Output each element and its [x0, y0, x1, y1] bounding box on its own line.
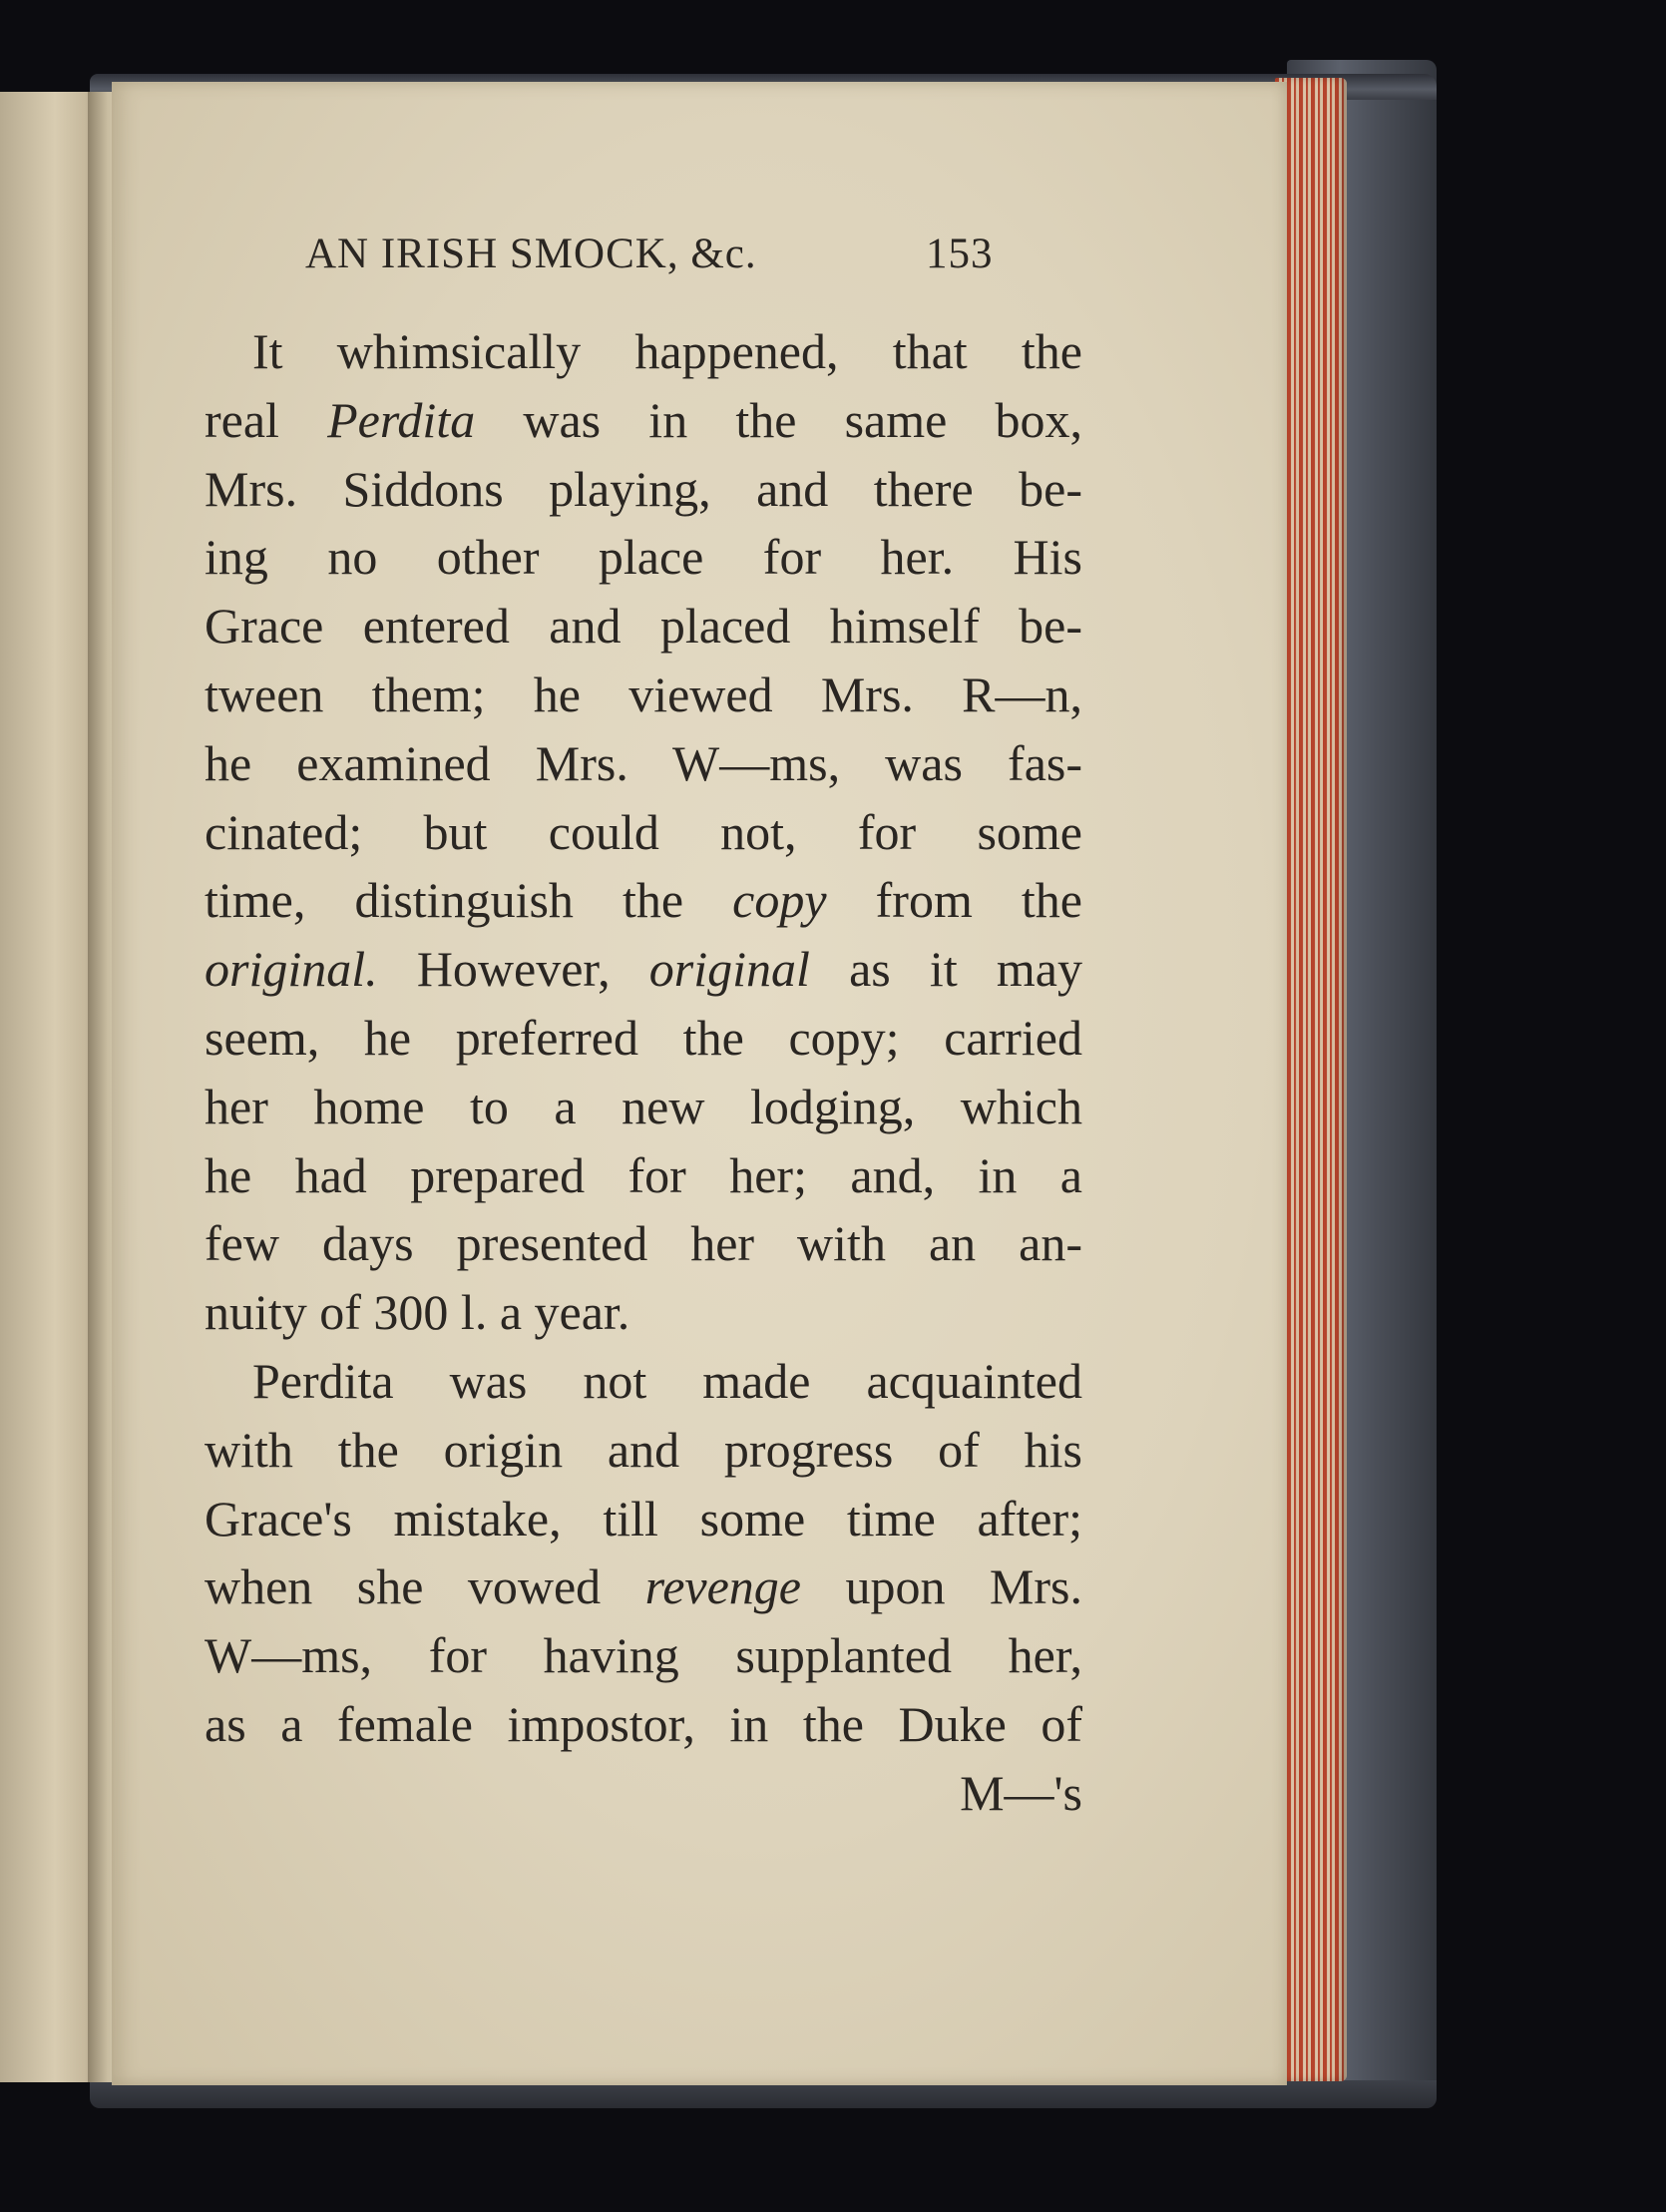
text-line — [205, 1073, 1082, 1141]
running-head — [188, 221, 1045, 281]
text-line — [205, 866, 1082, 935]
text-line — [205, 523, 1082, 592]
text-segment: nuity of 300 l. a year. — [205, 1284, 630, 1341]
text-segment: when she vowed — [205, 1558, 645, 1615]
italic-text: original — [648, 941, 810, 998]
text-segment: It whimsically happened, that the — [252, 323, 1082, 379]
text-segment: as a female impostor, in the Duke of — [205, 1695, 1082, 1752]
text-segment: seem, he preferred the copy; carried — [205, 1009, 1082, 1066]
text-line — [205, 592, 1082, 661]
text-segment: her home to a new lodging, which — [205, 1078, 1082, 1134]
text-line — [205, 1278, 1082, 1347]
text-segment: with the origin and progress of his — [205, 1421, 1082, 1478]
facing-page-left — [0, 92, 100, 2082]
text-segment: Grace's mistake, till some time after; — [205, 1490, 1082, 1547]
text-line — [205, 1485, 1082, 1553]
text-line — [205, 1552, 1082, 1621]
text-line — [205, 386, 1082, 455]
text-line — [205, 1141, 1082, 1210]
italic-text: original. — [205, 941, 378, 998]
text-segment: Mrs. Siddons playing, and there be- — [205, 460, 1082, 517]
text-line — [205, 1347, 1082, 1416]
text-segment: upon Mrs. — [801, 1558, 1082, 1615]
italic-text: revenge — [644, 1558, 801, 1615]
text-segment: time, distinguish the — [205, 872, 733, 929]
text-segment: real — [205, 391, 328, 448]
text-segment: he had prepared for her; and, in a — [205, 1146, 1082, 1203]
text-line — [205, 1004, 1082, 1073]
italic-text: Perdita — [327, 391, 476, 448]
text-line — [205, 729, 1082, 798]
text-segment: as it may — [809, 941, 1082, 998]
text-line — [205, 1690, 1082, 1759]
text-line — [205, 455, 1082, 524]
text-line — [205, 1209, 1082, 1278]
text-segment: However, — [377, 941, 649, 998]
text-segment: tween them; he viewed Mrs. R—n, — [205, 665, 1082, 722]
text-line — [205, 798, 1082, 867]
italic-text: copy — [732, 872, 827, 929]
text-segment: Grace entered and placed himself be- — [205, 598, 1082, 655]
body-text — [205, 317, 1082, 1828]
text-segment: was in the same box, — [475, 391, 1082, 448]
text-line — [205, 317, 1082, 386]
text-segment: he examined Mrs. W—ms, was fas- — [205, 734, 1082, 791]
text-line — [205, 1416, 1082, 1485]
text-segment: W—ms, for having supplanted her, — [205, 1627, 1082, 1684]
text-line — [205, 1621, 1082, 1690]
text-segment: cinated; but could not, for some — [205, 803, 1082, 860]
text-segment: ing no other place for her. His — [205, 529, 1082, 586]
text-segment: few days presented her with an an- — [205, 1215, 1082, 1272]
page-number: 153 — [926, 230, 994, 277]
text-segment: Perdita was not made acquainted — [252, 1352, 1082, 1409]
text-segment: from the — [826, 872, 1082, 929]
running-head-title: AN IRISH SMOCK, &c. — [305, 230, 757, 277]
catchword: M—'s — [960, 1764, 1082, 1821]
text-line — [205, 661, 1082, 729]
text-line — [205, 935, 1082, 1004]
